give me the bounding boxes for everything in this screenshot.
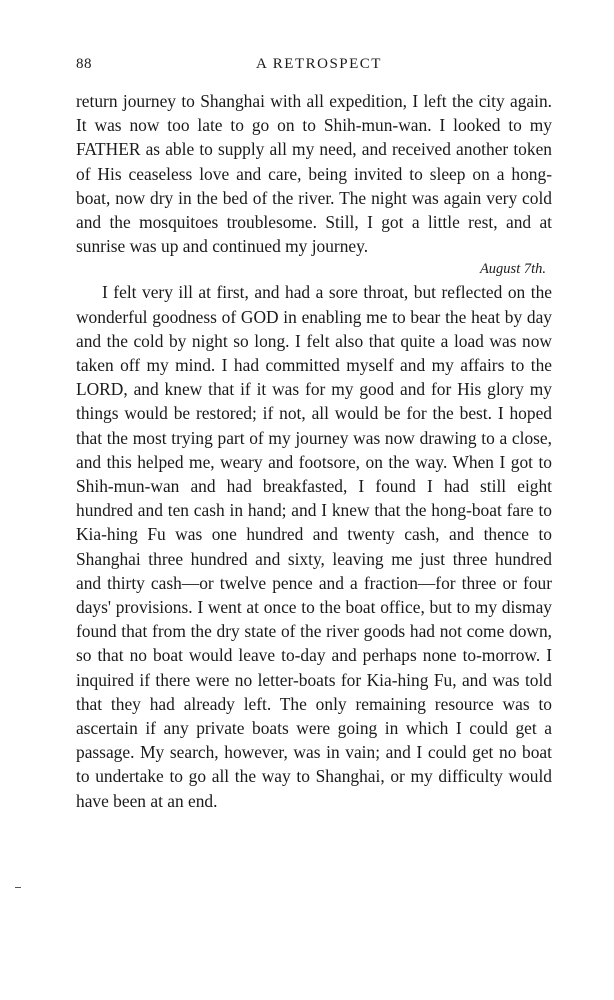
page-number: 88 xyxy=(76,56,92,72)
page-header xyxy=(76,56,552,80)
body-text xyxy=(76,89,552,813)
paragraph-2: I felt very ill at first, and had a sore throat, but reflected on the wonderful goodness of GOD in enabling me to bear the heat by day and the cold by night so long. I felt also that quite a load was now taken off my mind. I had committed myself and my affairs to the LORD, and knew that if it was for my good and for His glory my things would be restored; if not, all would be for the best. I hoped that the most trying part of my journey was now drawing to a close, and this helped me, weary and footsore, on the way. When I got to Shih-mun-wan and had breakfasted, I found I had still eight hundred and ten cash in hand; and I knew that the hong-boat fare to Kia-hing Fu was one hundred and twenty cash, and thence to Shanghai three hundred and sixty, leaving me just three hundred and thirty cash—or twelve pence and a fraction—for three or four days' provisions. I went at once to the boat office, but to my dismay found that from the dry state of the river goods had not come down, so that no boat would leave to-day and perhaps none to-morrow. I inquired if there were no letter-boats for Kia-hing Fu, and was told that they had already left. The only remaining resource was to ascertain if any private boats were going in which I could get a passage. My search, however, was in vain; and I could get no boat to undertake to go all the way to Shanghai, or my difficulty would have been at an end. xyxy=(76,282,552,811)
paragraph-1: return journey to Shanghai with all expedition, I left the city again. It was now too late to go on to Shih-mun-wan. I looked to my FATHER as able to supply all my need, and received another token of His ceaseless love and care, being invited to sleep on a hong-boat, now dry in the bed of the river. The night was again very cold and the mosquitoes troublesome. Still, I got a little rest, and at sunrise was up and continued my journey. xyxy=(76,91,552,257)
margin-mark xyxy=(15,887,21,888)
date-note: August 7th. xyxy=(479,261,546,278)
running-title: A RETROSPECT xyxy=(256,56,382,72)
